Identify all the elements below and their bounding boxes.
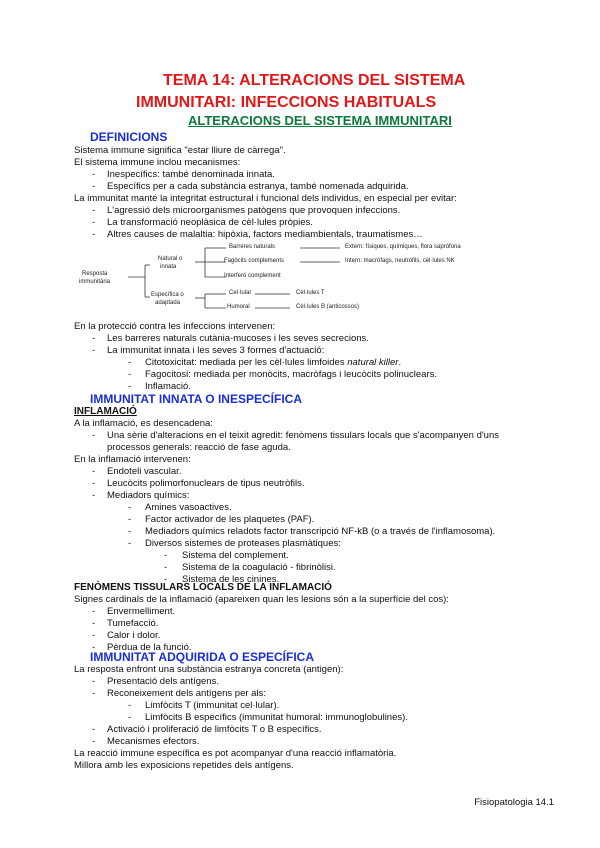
list-item: Inespecífics: també denominada innata. [107, 169, 275, 180]
list-dash: - [164, 562, 168, 573]
list-dash: - [92, 490, 96, 501]
fenomens-heading: FENÒMENS TISSULARS LOCALS DE LA INFLAMACIÓ [74, 582, 332, 593]
list-item: Reconeixement dels antígens per als: [107, 688, 266, 699]
text-line: La immunitat manté la integritat estructural i funcional dels individus, en especial per evitar: [74, 193, 457, 204]
list-dash: - [92, 724, 96, 735]
list-item: Sistema de les cinines. [182, 574, 280, 585]
diagram-node: Fagòcits complements [224, 258, 285, 264]
list-dash: - [92, 229, 96, 240]
diagram-node: Extern: físiques, químiques, flora sapròfona [345, 244, 461, 250]
list-item-text: Citotoxicitat: mediada per les cèl·lules limfoides [145, 357, 348, 368]
text-line: La resposta enfront una substància estranya concreta (antigen): [74, 664, 344, 675]
diagram-node: Barreres naturals [229, 244, 276, 250]
list-item: Calor i dolor. [107, 630, 161, 641]
list-dash: - [128, 712, 132, 723]
list-item: Diversos sistemes de proteases plasmàtiques: [145, 538, 341, 549]
list-dash: - [128, 526, 132, 537]
diagram-especifica-label-2: adaptada [155, 300, 181, 306]
list-dash: - [128, 357, 132, 368]
list-item: Específics per a cada substància estranya, també nomenada adquirida. [107, 181, 409, 192]
list-dash: - [92, 333, 96, 344]
list-dash: - [92, 466, 96, 477]
innata-heading: IMMUNITAT INNATA O INESPECÍFICA [90, 392, 302, 406]
list-dash: - [92, 688, 96, 699]
text-line: La reacció immune específica es pot acompanyar d'una reacció inflamatòria. [74, 748, 397, 759]
diagram-node: Interferó complement [224, 273, 281, 279]
inflamacio-heading: INFLAMACIÓ [74, 406, 137, 417]
text-line: Millora amb les exposicions repetides dels antígens. [74, 760, 294, 771]
list-dash: - [128, 381, 132, 392]
list-item: Limfòcits T (immunitat cel·lular). [145, 700, 280, 711]
list-dash: - [164, 574, 168, 585]
list-item: Sistema de la coagulació - fibrinòlisi. [182, 562, 336, 573]
list-item: Mecanismes efectors. [107, 736, 200, 747]
list-dash: - [92, 606, 96, 617]
list-item: Presentació dels antígens. [107, 676, 219, 687]
list-dash: - [92, 736, 96, 747]
list-item: Sistema del complement. [182, 550, 289, 561]
list-dash: - [92, 345, 96, 356]
list-dash: - [128, 700, 132, 711]
list-dash: - [92, 217, 96, 228]
list-item: Mediadors químics: [107, 490, 190, 501]
definicions-heading: DEFINICIONS [90, 130, 168, 144]
diagram-node: Cèl·lules B (anticossos) [296, 304, 360, 310]
list-dash: - [128, 369, 132, 380]
list-item-text: . [398, 357, 402, 368]
list-dash: - [92, 205, 96, 216]
list-dash: - [92, 676, 96, 687]
list-item: Mediadors químics reladots factor transcripció NF-kB (o a través de l'inflamosoma). [145, 526, 496, 537]
list-dash: - [128, 538, 132, 549]
text-line: El sistema immune inclou mecanismes: [74, 157, 241, 168]
list-item: Una sèrie d'alteracions en el teixit agredit: fenòmens tissulars locals que s'acompanyen d'uns [107, 430, 499, 441]
page-title-line-2: IMMUNITARI: INFECCIONS HABITUALS [136, 94, 437, 111]
list-dash: - [92, 181, 96, 192]
diagram-root-label-2: immunitària [79, 279, 111, 285]
list-item: La transformació neoplàsica de cèl·lules pròpies. [107, 217, 313, 228]
diagram-node: Cel·lular [229, 290, 252, 296]
list-dash: - [128, 514, 132, 525]
list-dash: - [92, 630, 96, 641]
list-item: L'agressió dels microorganismes patògens que provoquen infeccions. [107, 205, 401, 216]
diagram-node: Humoral [227, 304, 250, 310]
diagram-natural-label-2: innata [160, 264, 177, 270]
text-line: Sistema immune significa "estar lliure de càrrega". [74, 145, 286, 156]
list-dash: - [92, 642, 96, 653]
list-item: Envermelliment. [107, 606, 176, 617]
list-item: La immunitat innata i les seves 3 formes d'actuació: [107, 345, 325, 356]
list-item: Pèrdua de la funció. [107, 642, 192, 653]
list-dash: - [128, 502, 132, 513]
list-item: Inflamació. [145, 381, 191, 392]
list-item: Tumefacció. [107, 618, 159, 629]
list-item-emphasis: natural killer [347, 357, 399, 368]
list-item: Fagocitosi: mediada per monòcits, macròfags i leucòcits polinuclears. [145, 369, 437, 380]
list-item: Leucòcits polimorfonuclears de tipus neutròfils. [107, 478, 305, 489]
diagram-natural-label-1: Natural o [158, 256, 183, 262]
text-line: Signes cardinals de la inflamació (apareixen quan les lesions són a la superfície del cos): [74, 594, 449, 605]
list-item: Factor activador de les plaquetes (PAF). [145, 514, 315, 525]
list-item: Altres causes de malaltia: hipòxia, factors mediambientals, traumatismes… [107, 229, 423, 240]
list-dash: - [92, 478, 96, 489]
page-title-line-1: TEMA 14: ALTERACIONS DEL SISTEMA [163, 72, 466, 89]
list-item: Endoteli vascular. [107, 466, 182, 477]
list-item: Activació i proliferació de limfòcits T o B específics. [107, 724, 322, 735]
diagram-root-label-1: Resposta [82, 271, 108, 277]
text-line: A la inflamació, es desencadena: [74, 418, 213, 429]
section-subtitle: ALTERACIONS DEL SISTEMA IMMUNITARI [188, 113, 452, 128]
list-dash: - [92, 169, 96, 180]
list-item: Limfòcits B específics (immunitat humoral: immunoglobulines). [145, 712, 408, 723]
list-item: Les barreres naturals cutània-mucoses i les seves secrecions. [107, 333, 369, 344]
text-line: En la inflamació intervenen: [74, 454, 191, 465]
diagram-especifica-label-1: Específica o [151, 292, 184, 298]
text-line: En la protecció contra les infeccions intervenen: [74, 321, 276, 332]
list-dash: - [92, 430, 96, 441]
list-item-continuation: processos generals: reacció de fase aguda. [107, 442, 291, 453]
list-dash: - [92, 618, 96, 629]
list-dash: - [164, 550, 168, 561]
list-item [145, 357, 401, 369]
adquirida-heading: IMMUNITAT ADQUIRIDA O ESPECÍFICA [90, 650, 314, 664]
page-footer: Fisiopatologia 14.1 [474, 797, 554, 808]
diagram-node: Intern: macròfags, neutròfils, cèl·lules NK [345, 258, 455, 264]
diagram-node: Cèl·lules T [296, 290, 325, 296]
list-item: Amines vasoactives. [145, 502, 232, 513]
